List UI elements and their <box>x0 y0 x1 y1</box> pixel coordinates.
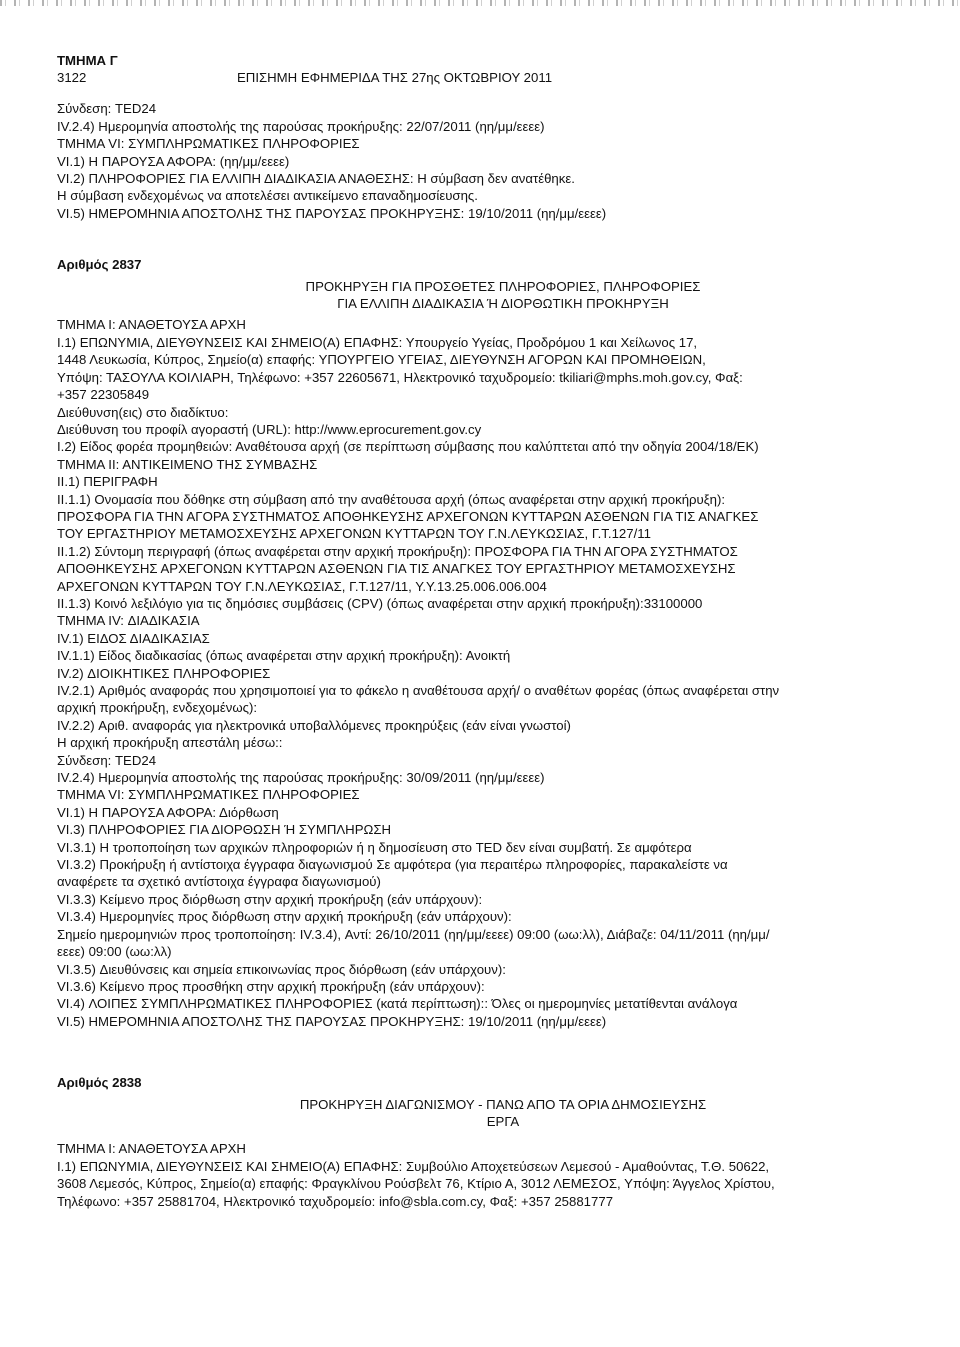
section-label: ΤΜΗΜΑ Γ <box>57 53 118 68</box>
text-line: VI.3.2) Προκήρυξη ή αντίστοιχα έγγραφα διαγωνισμού Σε αμφότερα (για περαιτέρω πληροφορίες, παρακαλείστε να <box>57 857 728 873</box>
text-line: ΠΡΟΣΦΟΡΑ ΓΙΑ ΤΗΝ ΑΓΟΡΑ ΣΥΣΤΗΜΑΤΟΣ ΑΠΟΘΗΚΕΥΣΗΣ ΑΡΧΕΓΟΝΩΝ ΚΥΤΤΑΡΩΝ ΑΣΘΕΝΩΝ ΓΙΑ ΤΙΣ ΑΝΑΓΚΕΣ <box>57 508 759 524</box>
text-line: ΤΜΗΜΑ Ι: ΑΝΑΘΕΤΟΥΣΑ ΑΡΧΗ <box>57 1141 246 1157</box>
text-line: VI.3) ΠΛΗΡΟΦΟΡΙΕΣ ΓΙΑ ΔΙΟΡΘΩΣΗ Ή ΣΥΜΠΛΗΡΩΣΗ <box>57 822 392 838</box>
text-line: ΙΙ.1.3) Κοινό λεξιλόγιο για τις δημόσιες συμβάσεις (CPV) (όπως αναφέρεται στην αρχική προκήρυξη):33100000 <box>57 595 703 611</box>
notice-title-line: ΠΡΟΚΗΡΥΞΗ ΔΙΑΓΩΝΙΣΜΟΥ - ΠΑΝΩ ΑΠΟ ΤΑ ΟΡΙΑ ΔΗΜΟΣΙΕΥΣΗΣ <box>299 1096 707 1112</box>
page-header <box>57 69 917 88</box>
text-line: VI.5) ΗΜΕΡΟΜΗΝΙΑ ΑΠΟΣΤΟΛΗΣ ΤΗΣ ΠΑΡΟΥΣΑΣ ΠΡΟΚΗΡΥΞΗΣ: 19/10/2011 (ηη/μμ/εεεε) <box>57 1013 607 1029</box>
previous-notice-tail <box>57 100 917 222</box>
text-line: VI.3.3) Κείμενο προς διόρθωση στην αρχική προκήρυξη (εάν υπάρχουν): <box>57 891 483 907</box>
scan-edge-noise <box>0 0 960 6</box>
text-line: VI.1) Η ΠΑΡΟΥΣΑ ΑΦΟΡΑ: (ηη/μμ/εεεε) <box>57 153 290 169</box>
text-line: IV.2) ΔΙΟΙΚΗΤΙΚΕΣ ΠΛΗΡΟΦΟΡΙΕΣ <box>57 665 271 681</box>
text-line: VI.5) ΗΜΕΡΟΜΗΝΙΑ ΑΠΟΣΤΟΛΗΣ ΤΗΣ ΠΑΡΟΥΣΑΣ ΠΡΟΚΗΡΥΞΗΣ: 19/10/2011 (ηη/μμ/εεεε) <box>57 205 607 221</box>
notice-title-line: ΕΡΓΑ <box>486 1113 520 1129</box>
text-line: IV.2.4) Ημερομηνία αποστολής της παρούσας προκήρυξης: 22/07/2011 (ηη/μμ/εεεε) <box>57 118 545 134</box>
text-line: IV.1) ΕΙΔΟΣ ΔΙΑΔΙΚΑΣΙΑΣ <box>57 630 210 646</box>
text-line: ΤΜΗΜΑ IV: ΔΙΑΔΙΚΑΣΙΑ <box>57 613 200 629</box>
text-line: I.2) Είδος φορέα προμηθειών: Αναθέτουσα αρχή (σε περίπτωση σύμβασης που καλύπτεται από την οδηγία 2004/18/ΕΚ) <box>57 439 759 455</box>
text-line: I.1) ΕΠΩΝΥΜΙΑ, ΔΙΕΥΘΥΝΣΕΙΣ ΚΑΙ ΣΗΜΕΙΟ(Α) ΕΠΑΦΗΣ: Συμβούλιο Αποχετεύσεων Λεμεσού - Αμαθούντας, Τ.Θ. 50622, <box>57 1158 770 1174</box>
text-line: Υπόψη: ΤΑΣΟΥΛΑ ΚΟΙΛΙΑΡΗ, Τηλέφωνο: +357 22605671, Ηλεκτρονικό ταχυδρομείο: tkiliari@mphs.moh.gov.cy, Φαξ: <box>57 369 743 385</box>
text-line: IV.2.4) Ημερομηνία αποστολής της παρούσας προκήρυξης: 30/09/2011 (ηη/μμ/εεεε) <box>57 770 545 786</box>
notice-2837 <box>57 256 917 1030</box>
text-line: VI.2) ΠΛΗΡΟΦΟΡΙΕΣ ΓΙΑ ΕΛΛΙΠΗ ΔΙΑΔΙΚΑΣΙΑ ΑΝΑΘΕΣΗΣ: Η σύμβαση δεν ανατέθηκε. <box>57 171 575 187</box>
text-line: VI.3.5) Διευθύνσεις και σημεία επικοινωνίας προς διόρθωση (εάν υπάρχουν): <box>57 961 506 977</box>
text-line: VI.4) ΛΟΙΠΕΣ ΣΥΜΠΛΗΡΩΜΑΤΙΚΕΣ ΠΛΗΡΟΦΟΡΙΕΣ (κατά περίπτωση):: Όλες οι ημερομηνίες μετατίθενται ανάλογα <box>57 996 738 1012</box>
gazette-title: ΕΠΙΣΗΜΗ ΕΦΗΜΕΡΙΔΑ ΤΗΣ 27ης ΟΚΤΩΒΡΙΟΥ 2011 <box>237 70 553 86</box>
text-line: 1448 Λευκωσία, Κύπρος, Σημείο(α) επαφής: ΥΠΟΥΡΓΕΙΟ ΥΓΕΙΑΣ, ΔΙΕΥΘΥΝΣΗ ΑΓΟΡΩΝ ΚΑΙ ΠΡΟΜΗΘΕΙΩΝ, <box>57 352 706 368</box>
text-line: αρχική προκήρυξη, ενδεχομένως): <box>57 700 258 716</box>
text-line: I.1) ΕΠΩΝΥΜΙΑ, ΔΙΕΥΘΥΝΣΕΙΣ ΚΑΙ ΣΗΜΕΙΟ(Α) ΕΠΑΦΗΣ: Υπουργείο Υγείας, Προδρόμου 1 και Χείλωνος 17, <box>57 334 698 350</box>
text-line: Η αρχική προκήρυξη απεστάλη μέσω:: <box>57 735 283 751</box>
text-line: Σημείο ημερομηνιών προς τροποποίηση: IV.3.4), Αντί: 26/10/2011 (ηη/μμ/εεεε) 09:00 (ωω:λλ), Διάβαζε: 04/11/2011 (ηη/μμ/ <box>57 926 770 942</box>
text-line: Διεύθυνση του προφίλ αγοραστή (URL): http://www.eprocurement.gov.cy <box>57 421 482 437</box>
notice-number: Αριθμός 2837 <box>57 257 142 273</box>
text-line: Διεύθυνση(εις) στο διαδίκτυο: <box>57 404 229 420</box>
text-line: ΙΙ.1) ΠΕΡΙΓΡΑΦΗ <box>57 474 158 490</box>
text-line: IV.2.2) Αριθ. αναφοράς για ηλεκτρονικά υποβαλλόμενες προκηρύξεις (εάν είναι γνωστοί) <box>57 717 571 733</box>
notice-number: Αριθμός 2838 <box>57 1075 142 1091</box>
text-line: VI.3.4) Ημερομηνίες προς διόρθωση στην αρχική προκήρυξη (εάν υπάρχουν): <box>57 909 512 925</box>
text-line: IV.2.1) Αριθμός αναφοράς που χρησιμοποιεί για το φάκελο η αναθέτουσα αρχή/ ο αναθέτων φορέας (όπως αναφέρεται στην <box>57 683 780 698</box>
notice-title <box>57 278 917 313</box>
text-line: ΤΜΗΜΑ ΙΙ: ΑΝΤΙΚΕΙΜΕΝΟ ΤΗΣ ΣΥΜΒΑΣΗΣ <box>57 456 318 472</box>
text-line: ΑΡΧΕΓΟΝΩΝ ΚΥΤΤΑΡΩΝ ΤΟΥ Γ.Ν.ΛΕΥΚΩΣΙΑΣ, Γ.Τ.127/11, Υ.Υ.13.25.006.006.004 <box>57 578 547 594</box>
gazette-page <box>57 52 917 1210</box>
text-line: VI.3.1) Η τροποποίηση των αρχικών πληροφοριών ή η δημοσίευση στο TED δεν είναι συμβατή. Σε αμφότερα <box>57 839 692 855</box>
text-line: +357 22305849 <box>57 387 150 403</box>
text-line: Σύνδεση: TED24 <box>57 752 157 768</box>
text-line: ΤΜΗΜΑ VI: ΣΥΜΠΛΗΡΩΜΑΤΙΚΕΣ ΠΛΗΡΟΦΟΡΙΕΣ <box>57 136 360 152</box>
text-line: Σύνδεση: TED24 <box>57 101 157 117</box>
page-number: 3122 <box>57 70 87 86</box>
text-line: ΙΙ.1.2) Σύντομη περιγραφή (όπως αναφέρεται στην αρχική προκήρυξη): ΠΡΟΣΦΟΡΑ ΓΙΑ ΤΗΝ ΑΓΟΡΑ ΣΥΣΤΗΜΑΤΟΣ <box>57 543 738 559</box>
text-line: Τηλέφωνο: +357 25881704, Ηλεκτρονικό ταχυδρομείο: info@sbla.com.cy, Φαξ: +357 25881777 <box>57 1193 614 1209</box>
text-line: VI.1) Η ΠΑΡΟΥΣΑ ΑΦΟΡΑ: Διόρθωση <box>57 804 279 820</box>
text-line: ΤΜΗΜΑ VI: ΣΥΜΠΛΗΡΩΜΑΤΙΚΕΣ ΠΛΗΡΟΦΟΡΙΕΣ <box>57 787 360 803</box>
text-line: αναφέρετε τα σχετικό αντίστοιχα έγγραφα διαγωνισμού) <box>57 874 381 890</box>
text-line: IV.1.1) Είδος διαδικασίας (όπως αναφέρεται στην αρχική προκήρυξη): Ανοικτή <box>57 648 511 664</box>
text-line: 3608 Λεμεσός, Κύπρος, Σημείο(α) επαφής: Φραγκλίνου Ρούσβελτ 76, Κτίριο Α, 3012 ΛΕΜΕΣΟΣ, Υπόψη: Άγγελος Χρίστου, <box>57 1176 775 1192</box>
text-line: Η σύμβαση ενδεχομένως να αποτελέσει αντικείμενο επαναδημοσίευσης. <box>57 188 478 204</box>
text-line: εεεε) 09:00 (ωω:λλ) <box>57 944 172 960</box>
notice-title <box>57 1096 917 1131</box>
text-line: ΙΙ.1.1) Ονομασία που δόθηκε στη σύμβαση από την αναθέτουσα αρχή (όπως αναφέρεται στην αρχική προκήρυξη): <box>57 491 726 507</box>
notice-title-line: ΠΡΟΚΗΡΥΞΗ ΓΙΑ ΠΡΟΣΘΕΤΕΣ ΠΛΗΡΟΦΟΡΙΕΣ, ΠΛΗΡΟΦΟΡΙΕΣ <box>305 278 701 294</box>
text-line: ΤΟΥ ΕΡΓΑΣΤΗΡΙΟΥ ΜΕΤΑΜΟΣΧΕΥΣΗΣ ΑΡΧΕΓΟΝΩΝ ΚΥΤΤΑΡΩΝ ΤΟΥ Γ.Ν.ΛΕΥΚΩΣΙΑΣ, Γ.Τ.127/11 <box>57 526 651 542</box>
text-line: ΤΜΗΜΑ Ι: ΑΝΑΘΕΤΟΥΣΑ ΑΡΧΗ <box>57 317 246 333</box>
notice-title-line: ΓΙΑ ΕΛΛΙΠΗ ΔΙΑΔΙΚΑΣΙΑ Ή ΔΙΟΡΘΩΤΙΚΗ ΠΡΟΚΗΡΥΞΗ <box>337 296 669 312</box>
notice-2838 <box>57 1074 917 1210</box>
text-line: VI.3.6) Κείμενο προς προσθήκη στην αρχική προκήρυξη (εάν υπάρχουν): <box>57 978 485 994</box>
text-line: ΑΠΟΘΗΚΕΥΣΗΣ ΑΡΧΕΓΟΝΩΝ ΚΥΤΤΑΡΩΝ ΑΣΘΕΝΩΝ ΓΙΑ ΤΙΣ ΑΝΑΓΚΕΣ ΤΟΥ ΕΡΓΑΣΤΗΡΙΟΥ ΜΕΤΑΜΟΣΧΕΥΣΗΣ <box>57 561 736 577</box>
